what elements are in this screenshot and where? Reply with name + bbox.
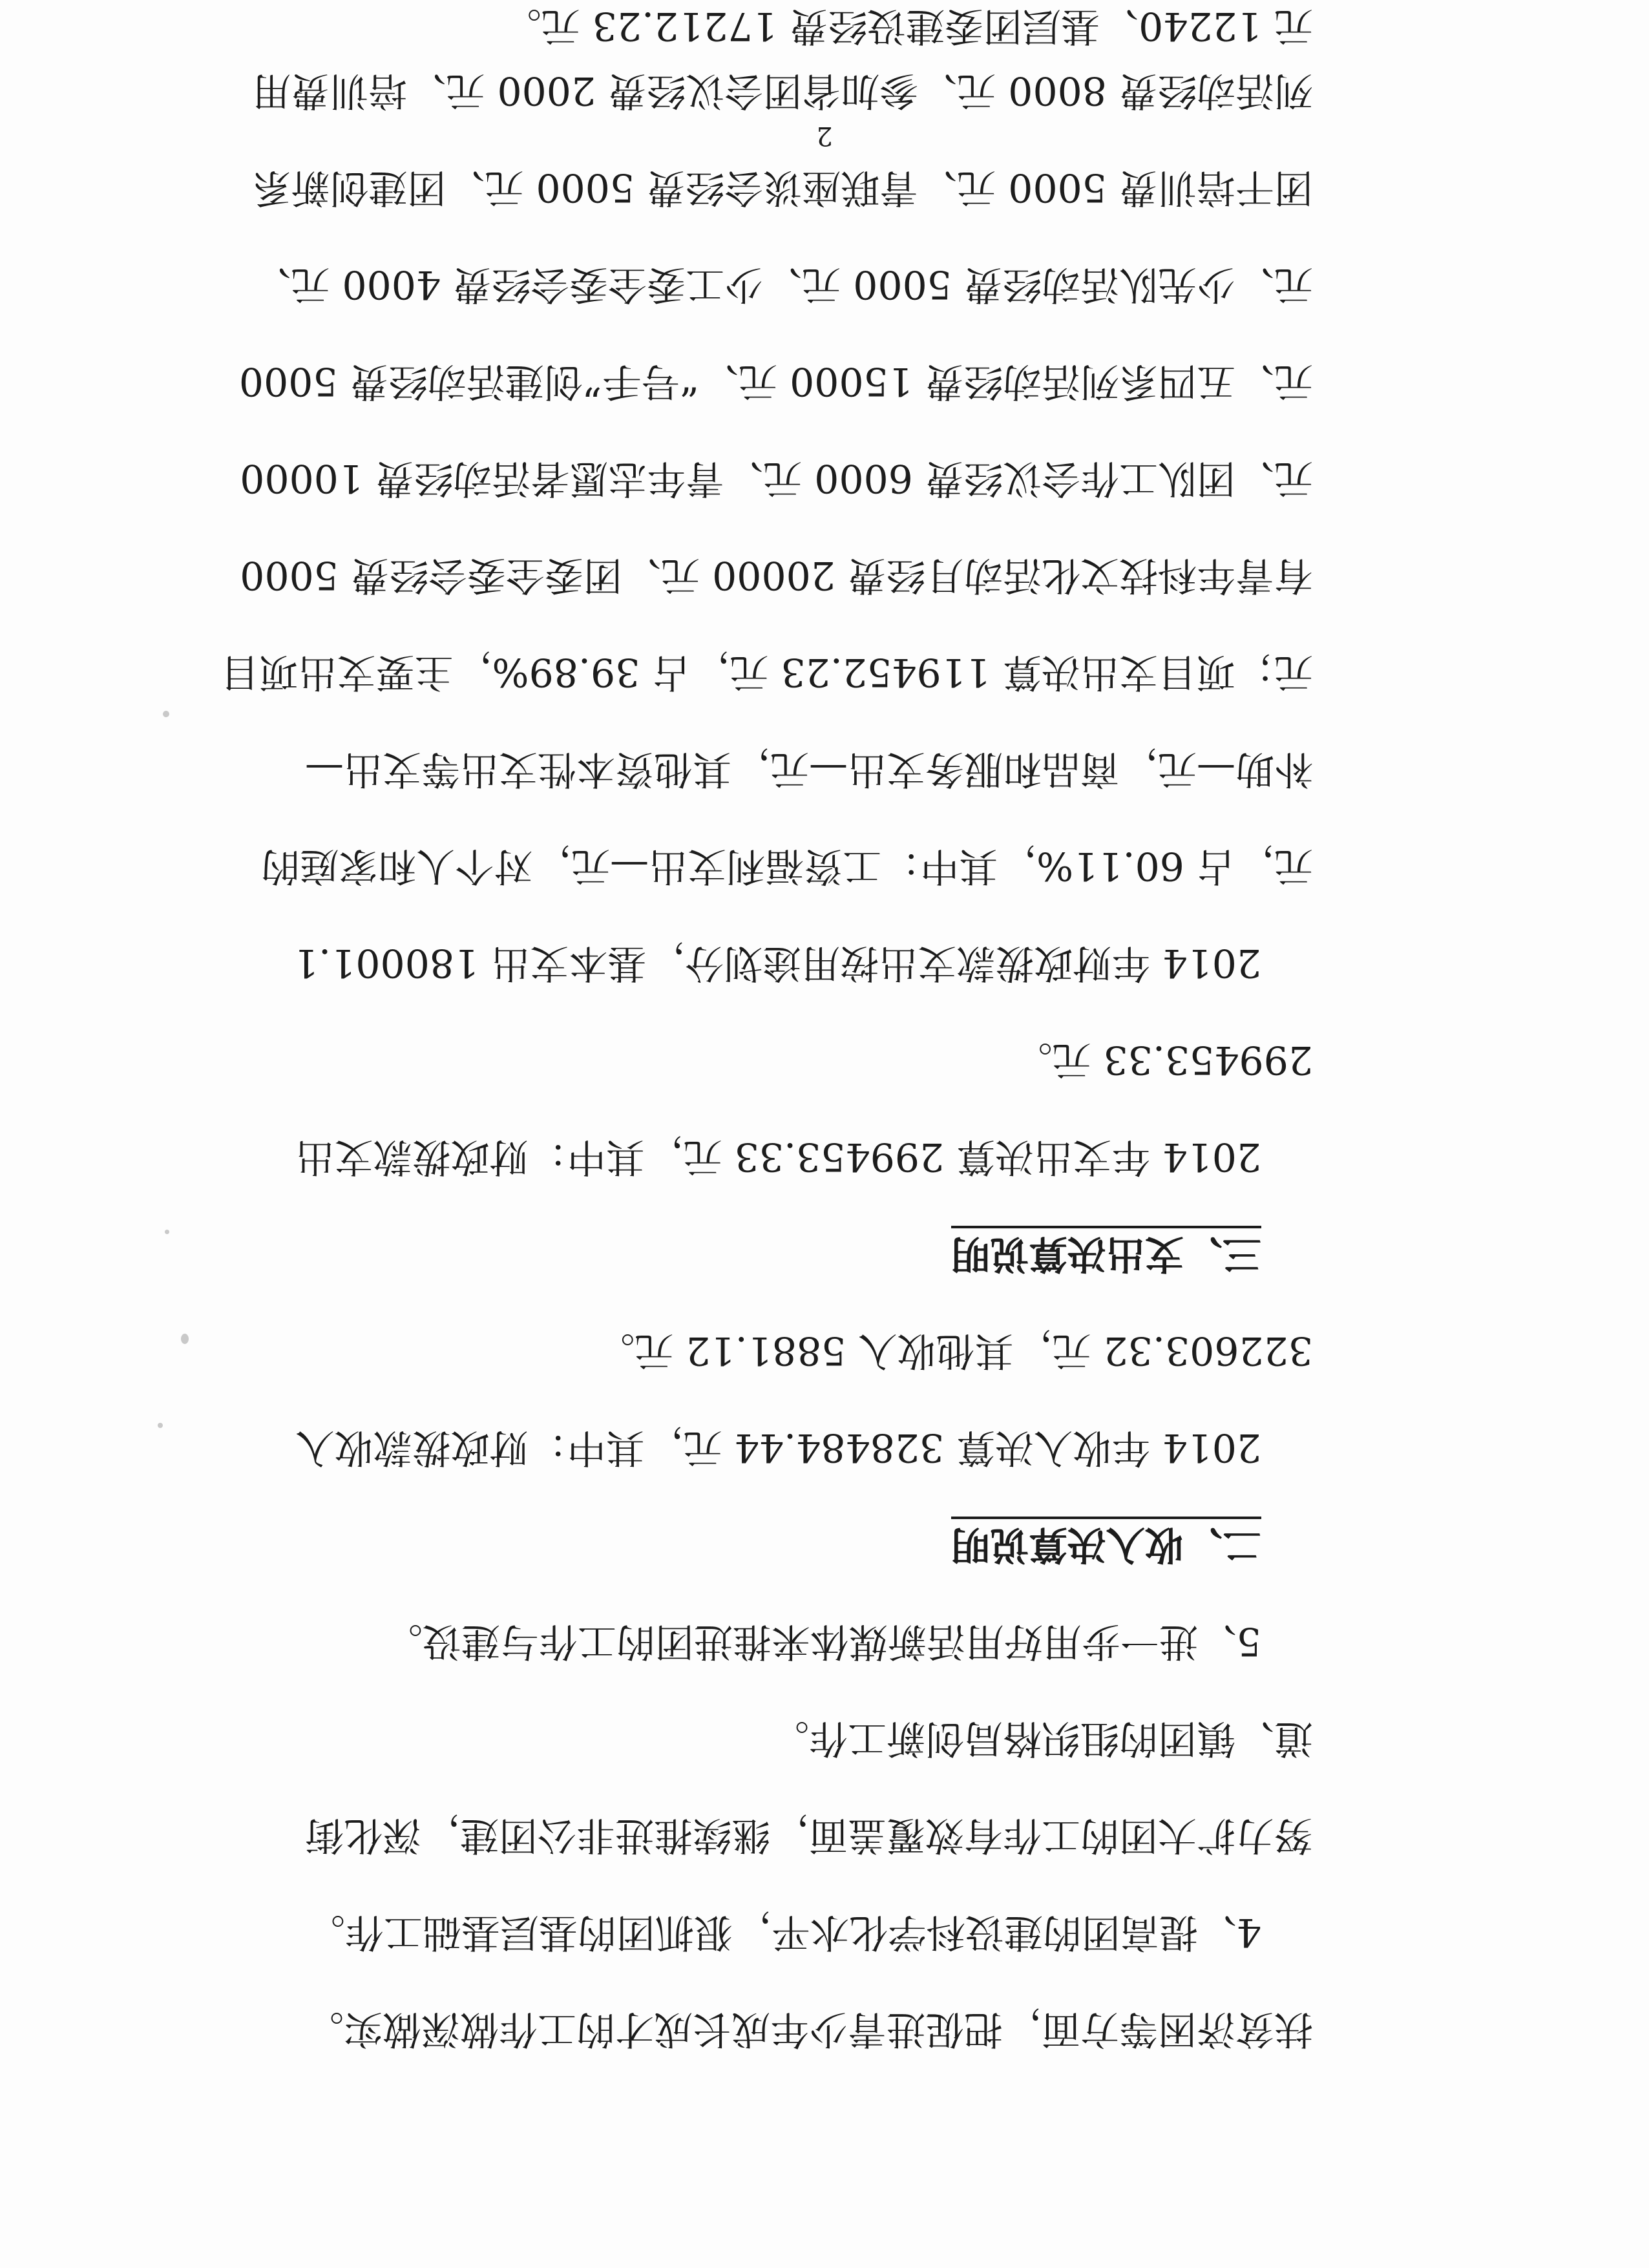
paragraph-line: 团干培训费 5000 元、青联座谈会经费 5000 元、团建创新系 [252,165,1313,210]
scan-smudge [165,1230,169,1234]
paragraph-line: 4、提高团的建设科学化水平，狠抓团的基层基础工作。 [306,1909,1261,1955]
section-heading-expenditure [951,1231,1261,1276]
paragraph-line: 322603.32 元，其他收入 5881.12 元。 [596,1328,1313,1373]
paragraph-line: 元，占 60.11%，其中：工资福利支出—元，对个人和家庭的 [261,843,1313,888]
paragraph-line: 列活动经费 8000 元、参加省团会议经费 2000 元、培训费用 [252,68,1313,113]
paragraph-line: 有青年科技文化活动月经费 20000 元、团委全委会经费 5000 [240,552,1313,598]
paragraph-line: 2014 年财政拨款支出按用途划分，基本支出 180001.1 [293,940,1261,985]
page-number: 2 [816,121,833,151]
paragraph-line: 元、团队工作会议经费 6000 元、青年志愿者活动经费 10000 [240,456,1313,501]
paragraph-line: 努力扩大团的工作有效覆盖面，继续推进非公团建，深化街 [305,1812,1313,1858]
paragraph-line: 元；项目支出决算 119452.23 元，占 39.89%，主要支出项目 [220,649,1313,695]
section-heading-income [951,1522,1261,1567]
paragraph-line: 2014 年收入决算 328484.44 元，其中：财政拨款收入 [295,1425,1261,1470]
paragraph-line: 299453.33 元。 [1013,1037,1313,1082]
paragraph-line: 5、进一步用好用活新媒体来推进团的工作与建设。 [383,1619,1261,1664]
paragraph-line: 2014 年支出决算 299453.33 元，其中：财政拨款支出 [295,1134,1261,1179]
scan-smudge [163,711,169,717]
paragraph-line: 元、少先队活动经费 5000 元、少工委全委会经费 4000 元、 [252,262,1313,307]
paragraph-line: 元、五四系列活动经费 15000 元、“号手”创建活动经费 5000 [238,359,1313,404]
paragraph-line: 扶贫济困等方面，把促进青少年成长成才的工作做深做实。 [305,2006,1313,2052]
paragraph-line: 补助—元，商品和服务支出—元，其他资本性支出等支出— [305,746,1313,792]
paragraph-line: 元 12240、基层团委建设经费 17212.23 元。 [502,3,1313,48]
section-heading-text: 二、收入决算说明 [951,1517,1261,1567]
scan-smudge [181,1334,189,1344]
section-heading-text: 三、支出决算说明 [951,1226,1261,1276]
paragraph-line: 道、镇团的组织格局创新工作。 [770,1716,1313,1761]
scan-smudge [158,1423,163,1428]
